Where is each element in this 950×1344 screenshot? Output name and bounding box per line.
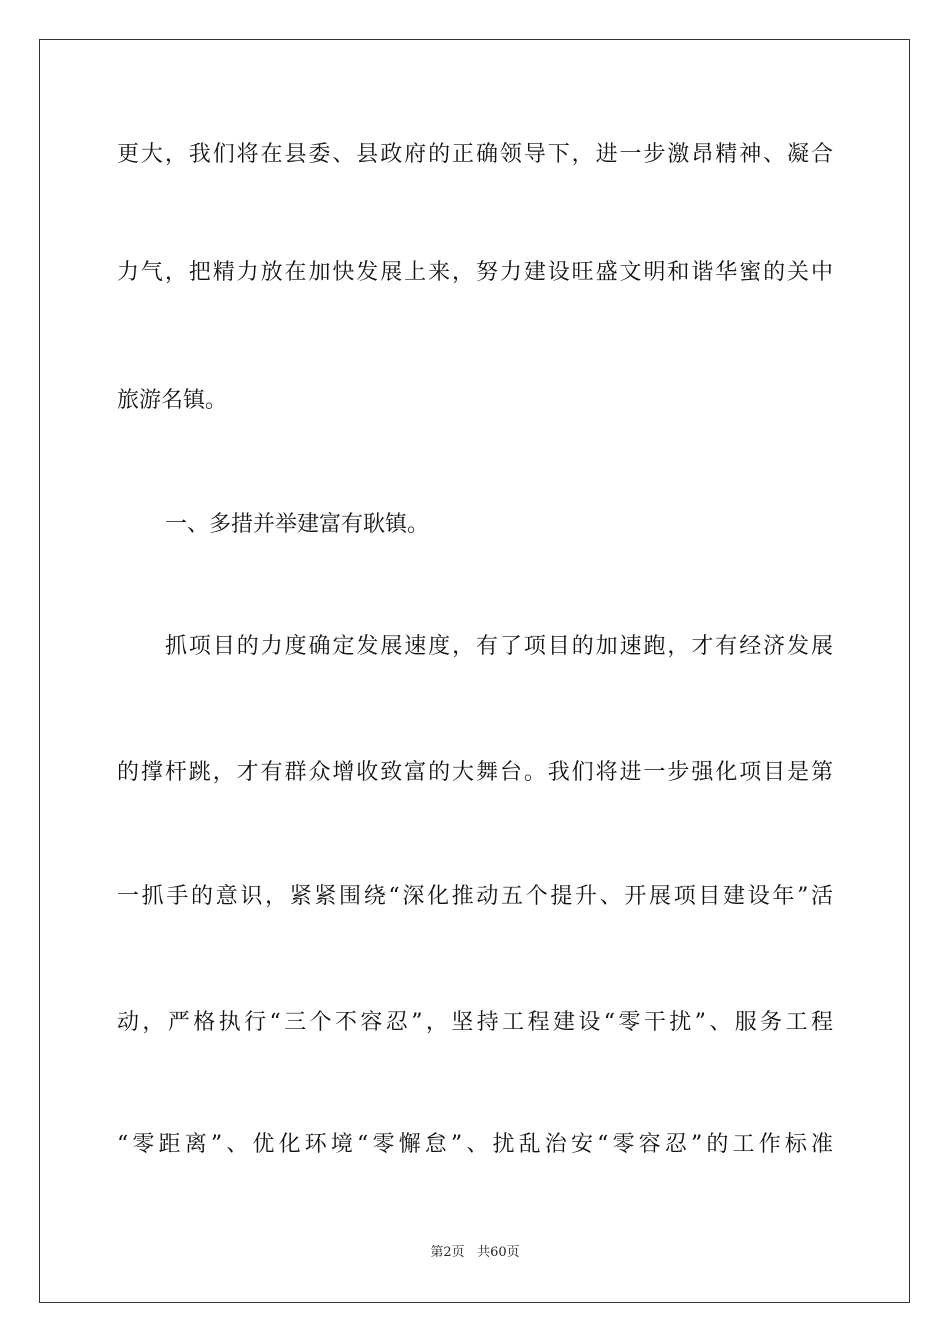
page-number: 第2页 — [430, 1245, 465, 1260]
paragraph-line: “零距离”、优化环境“零懈怠”、扰乱治安“零容忍”的工作标准 — [117, 1132, 833, 1157]
total-pages: 共60页 — [477, 1245, 520, 1260]
paragraph-line: 旅游名镇。 — [117, 388, 228, 413]
paragraph-line: 的撑杆跳，才有群众增收致富的大舞台。我们将进一步强化项目是第 — [117, 760, 833, 785]
footer-gap — [465, 1245, 477, 1260]
paragraph-line: 更大，我们将在县委、县政府的正确领导下，进一步激昂精神、凝合 — [117, 142, 833, 167]
paragraph-line: 动，严格执行“三个不容忍”，坚持工程建设“零干扰”、服务工程 — [117, 1010, 833, 1035]
page-footer — [0, 1244, 950, 1262]
paragraph-line: 抓项目的力度确定发展速度，有了项目的加速跑，才有经济发展 — [165, 634, 833, 659]
section-heading: 一、多措并举建富有耿镇。 — [165, 512, 430, 537]
paragraph-line: 一抓手的意识，紧紧围绕“深化推动五个提升、开展项目建设年”活 — [117, 884, 833, 909]
page-border — [39, 39, 910, 1303]
paragraph-line: 力气，把精力放在加快发展上来，努力建设旺盛文明和谐华蜜的关中 — [117, 260, 833, 285]
